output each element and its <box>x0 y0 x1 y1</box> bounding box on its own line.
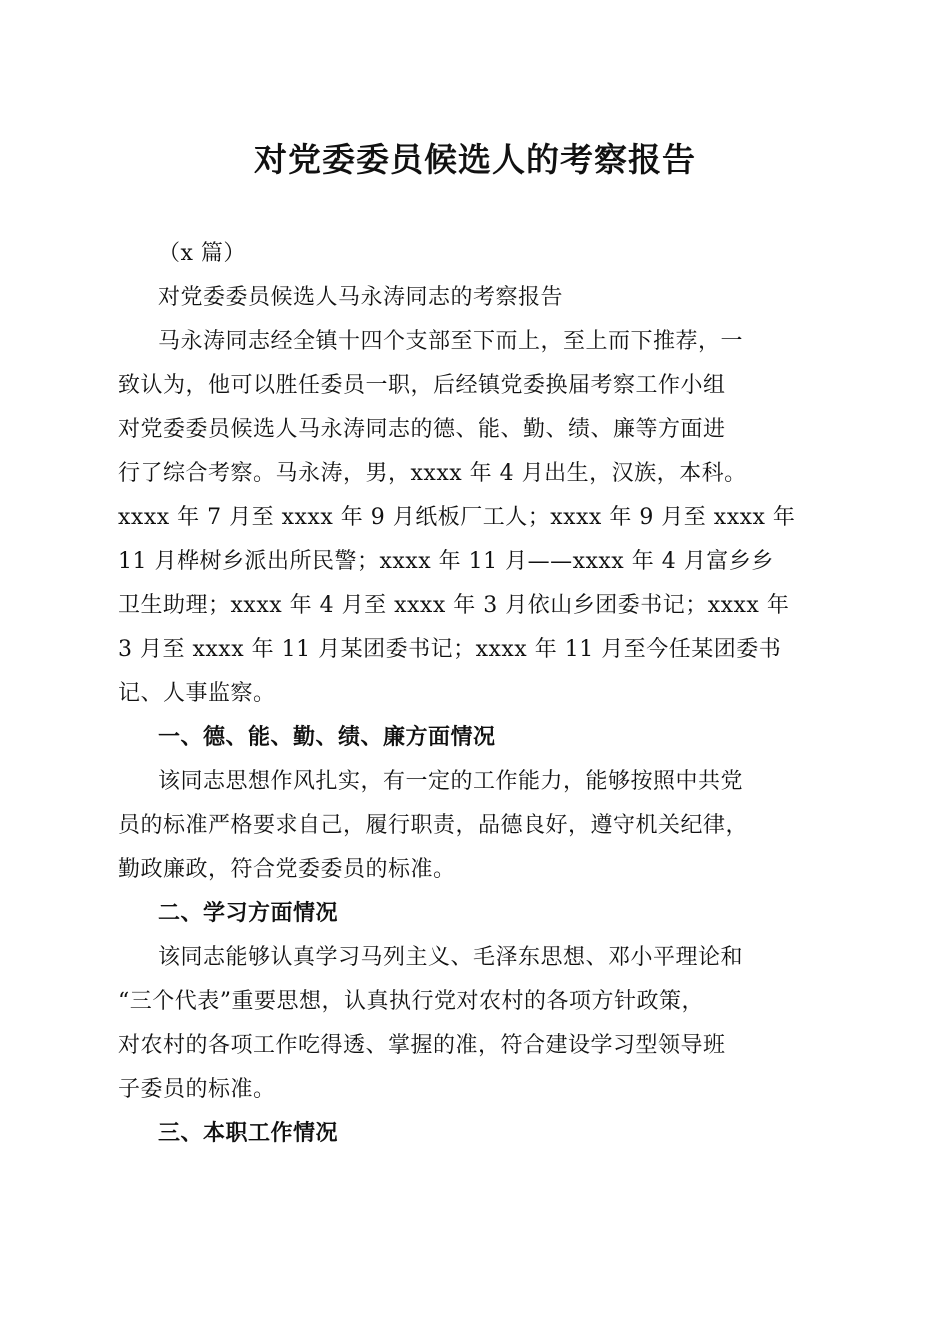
paragraph-line: xxxx 年 7 月至 xxxx 年 9 月纸板厂工人；xxxx 年 9 月至 xxxx 年 <box>118 505 796 530</box>
paragraph-line: 对农村的各项工作吃得透、掌握的准，符合建设学习型领导班 <box>118 1033 726 1058</box>
paragraph-line: （x 篇） <box>158 241 246 266</box>
paragraph-line: 该同志思想作风扎实，有一定的工作能力，能够按照中共党 <box>158 769 744 794</box>
paragraph-line: 行了综合考察。马永涛，男，xxxx 年 4 月出生，汉族，本科。 <box>118 461 747 486</box>
document-body <box>118 232 834 1156</box>
paragraph-line: 致认为，他可以胜任委员一职，后经镇党委换届考察工作小组 <box>118 373 726 398</box>
paragraph-line: 3 月至 xxxx 年 11 月某团委书记；xxxx 年 11 月至今任某团委书 <box>118 637 782 662</box>
paragraph-line: “三个代表”重要思想，认真执行党对农村的各项方针政策， <box>118 989 704 1014</box>
paragraph-line: 该同志能够认真学习马列主义、毛泽东思想、邓小平理论和 <box>158 945 744 970</box>
paragraph-line: 卫生助理；xxxx 年 4 月至 xxxx 年 3 月依山乡团委书记；xxxx 年 <box>118 593 790 618</box>
paragraph-line: 对党委委员候选人马永涛同志的考察报告 <box>158 285 564 310</box>
section-heading: 三、本职工作情况 <box>158 1121 339 1146</box>
paragraph-line: 11 月桦树乡派出所民警；xxxx 年 11 月——xxxx 年 4 月富乡乡 <box>118 549 774 574</box>
document-title: 对党委委员候选人的考察报告 <box>254 140 696 179</box>
paragraph-line: 子委员的标准。 <box>118 1077 276 1102</box>
section-heading: 二、学习方面情况 <box>158 901 339 926</box>
section-heading: 一、德、能、勤、绩、廉方面情况 <box>158 725 496 750</box>
paragraph-line: 勤政廉政，符合党委委员的标准。 <box>118 857 456 882</box>
paragraph-line: 对党委委员候选人马永涛同志的德、能、勤、绩、廉等方面进 <box>118 417 726 442</box>
paragraph-line: 记、人事监察。 <box>118 681 276 706</box>
paragraph-line: 员的标准严格要求自己，履行职责，品德良好，遵守机关纪律， <box>118 813 749 838</box>
paragraph-line: 马永涛同志经全镇十四个支部至下而上，至上而下推荐，一 <box>158 329 744 354</box>
